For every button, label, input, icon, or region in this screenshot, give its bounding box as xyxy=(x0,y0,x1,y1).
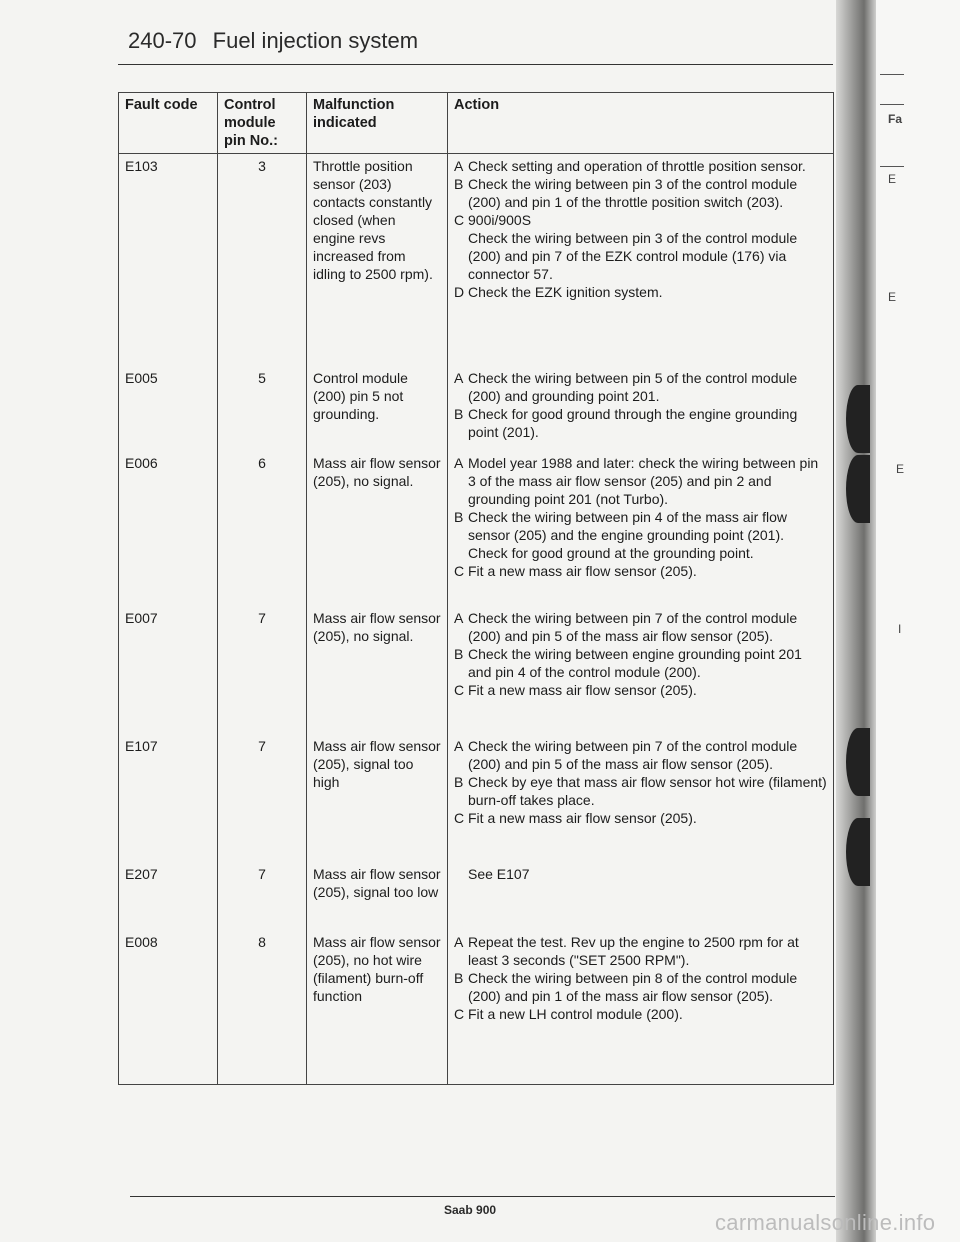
action-step xyxy=(454,933,827,969)
fault-code-cell: E107 xyxy=(119,734,218,862)
action-step xyxy=(454,773,827,809)
action-text: Check the wiring between pin 7 of the control module (200) and pin 5 of the mass air flow sensor (205). xyxy=(468,737,798,772)
edge-fragment: Fa xyxy=(888,112,903,126)
action-step xyxy=(454,229,827,283)
action-step xyxy=(454,645,827,681)
action-text: Check the wiring between pin 8 of the control module (200) and pin 1 of the mass air flow sensor (205). xyxy=(468,969,798,1004)
table-row xyxy=(119,154,834,366)
action-letter: A xyxy=(454,933,464,950)
pin-cell: 8 xyxy=(218,930,307,1085)
adjacent-page-edge xyxy=(876,0,960,1242)
pin-cell: 7 xyxy=(218,606,307,734)
action-cell xyxy=(448,366,834,451)
malfunction-cell: Throttle position sensor (203) contacts constantly closed (when engine revs increased from idling to 2500 rpm). xyxy=(307,154,448,366)
table-row xyxy=(119,606,834,734)
action-letter: C xyxy=(454,809,465,826)
pin-cell: 5 xyxy=(218,366,307,451)
pin-cell: 6 xyxy=(218,451,307,606)
action-step xyxy=(454,405,827,441)
action-step xyxy=(454,157,827,175)
action-letter: B xyxy=(454,773,464,790)
malfunction-cell: Mass air flow sensor (205), signal too low xyxy=(307,862,448,930)
adjacent-page-rule xyxy=(880,74,904,75)
table-row xyxy=(119,366,834,451)
adjacent-page-rule xyxy=(880,104,904,105)
action-letter: C xyxy=(454,562,465,579)
malfunction-cell: Mass air flow sensor (205), signal too high xyxy=(307,734,448,862)
fault-code-cell: E008 xyxy=(119,930,218,1085)
book-binding xyxy=(836,0,876,1242)
action-letter: B xyxy=(454,508,464,525)
footer-text: Saab 900 xyxy=(444,1203,497,1217)
action-text: Check the wiring between pin 3 of the control module (200) and pin 7 of the EZK control module (176) via connector 57. xyxy=(468,230,798,282)
action-cell xyxy=(448,734,834,862)
index-tab xyxy=(846,455,870,523)
table-row xyxy=(119,930,834,1085)
action-cell xyxy=(448,451,834,606)
action-step xyxy=(454,175,827,211)
edge-fragment: I xyxy=(898,622,902,636)
action-text: Check setting and operation of throttle position sensor. xyxy=(468,158,806,174)
fault-code-cell: E103 xyxy=(119,154,218,366)
action-text: Check by eye that mass air flow sensor hot wire (filament) burn-off takes place. xyxy=(468,773,827,808)
section-title: Fuel injection system xyxy=(212,28,419,53)
malfunction-cell: Mass air flow sensor (205), no hot wire (filament) burn-off function xyxy=(307,930,448,1085)
action-cell xyxy=(448,154,834,366)
page-number: 240-70 xyxy=(128,28,197,53)
adjacent-page-rule xyxy=(880,166,904,167)
header-rule xyxy=(118,64,833,65)
action-step xyxy=(454,1005,827,1023)
malfunction-cell: Mass air flow sensor (205), no signal. xyxy=(307,451,448,606)
action-text: Check the wiring between pin 4 of the mass air flow sensor (205) and the engine grounding point (201). Check for good ground at the grounding point. xyxy=(468,508,788,561)
fault-code-cell: E006 xyxy=(119,451,218,606)
action-letter: B xyxy=(454,405,464,422)
action-letter: B xyxy=(454,969,464,986)
action-step xyxy=(454,609,827,645)
action-letter: C xyxy=(454,681,465,698)
edge-fragment: E xyxy=(888,290,897,304)
edge-fragment: E xyxy=(896,462,905,476)
fault-code-table xyxy=(118,92,834,1085)
index-tab xyxy=(846,385,870,453)
action-text: Check the wiring between engine grounding point 201 and pin 4 of the control module (200). xyxy=(468,645,802,680)
action-step xyxy=(454,369,827,405)
action-letter: A xyxy=(454,158,464,174)
action-letter: A xyxy=(454,609,464,626)
action-letter xyxy=(454,229,468,283)
page-header xyxy=(128,28,418,54)
malfunction-cell: Control module (200) pin 5 not grounding. xyxy=(307,366,448,451)
action-cell xyxy=(448,862,834,930)
action-letter: D xyxy=(454,284,465,300)
action-letter: A xyxy=(454,369,464,386)
index-tab xyxy=(846,818,870,886)
action-text: Check the wiring between pin 5 of the control module (200) and grounding point 201. xyxy=(468,369,798,404)
pin-cell: 7 xyxy=(218,862,307,930)
action-letter xyxy=(454,865,468,883)
action-text: Fit a new LH control module (200). xyxy=(468,1005,683,1022)
action-text: 900i/900S xyxy=(468,212,532,228)
action-letter: B xyxy=(454,176,464,192)
action-letter: A xyxy=(454,454,464,471)
action-step xyxy=(454,737,827,773)
table-row xyxy=(119,451,834,606)
edge-fragment: E xyxy=(888,172,897,186)
action-step xyxy=(454,562,827,580)
action-cell xyxy=(448,930,834,1085)
action-text: Check for good ground through the engine grounding point (201). xyxy=(468,405,798,440)
action-text: Check the EZK ignition system. xyxy=(468,284,663,300)
action-letter: C xyxy=(454,1005,465,1022)
action-text: See E107 xyxy=(468,865,530,882)
table-header-row xyxy=(119,93,834,154)
pin-header: Control module pin No.: xyxy=(218,93,307,154)
action-cell xyxy=(448,606,834,734)
index-tab xyxy=(846,728,870,796)
pin-cell: 3 xyxy=(218,154,307,366)
action-step xyxy=(454,454,827,508)
action-text: Fit a new mass air flow sensor (205). xyxy=(468,562,697,579)
action-text: Fit a new mass air flow sensor (205). xyxy=(468,681,697,698)
action-step xyxy=(454,865,827,883)
action-step xyxy=(454,508,827,562)
table-row xyxy=(119,862,834,930)
footer-rule xyxy=(130,1196,835,1197)
action-text: Fit a new mass air flow sensor (205). xyxy=(468,809,697,826)
watermark: carmanualsonline.info xyxy=(715,1210,936,1235)
action-step xyxy=(454,681,827,699)
table-row xyxy=(119,734,834,862)
action-header: Action xyxy=(448,93,834,154)
action-step xyxy=(454,283,827,301)
action-text: Model year 1988 and later: check the wiring between pin 3 of the mass air flow sensor (205) and pin 2 and grounding point 201 (not Turbo). xyxy=(468,454,819,507)
action-step xyxy=(454,969,827,1005)
malfunction-cell: Mass air flow sensor (205), no signal. xyxy=(307,606,448,734)
fault-code-cell: E007 xyxy=(119,606,218,734)
fault-code-cell: E005 xyxy=(119,366,218,451)
action-letter: A xyxy=(454,737,464,754)
action-text: Check the wiring between pin 7 of the control module (200) and pin 5 of the mass air flow sensor (205). xyxy=(468,609,798,644)
action-text: Check the wiring between pin 3 of the control module (200) and pin 1 of the throttle position switch (203). xyxy=(468,176,798,210)
action-letter: C xyxy=(454,212,465,228)
action-step xyxy=(454,211,827,229)
action-step xyxy=(454,809,827,827)
fault-code-cell: E207 xyxy=(119,862,218,930)
malfunction-header: Malfunction indicated xyxy=(307,93,448,154)
action-letter: B xyxy=(454,645,464,662)
action-text: Repeat the test. Rev up the engine to 2500 rpm for at least 3 seconds ("SET 2500 RPM"). xyxy=(468,933,799,968)
pin-cell: 7 xyxy=(218,734,307,862)
fault-code-header: Fault code xyxy=(119,93,218,154)
